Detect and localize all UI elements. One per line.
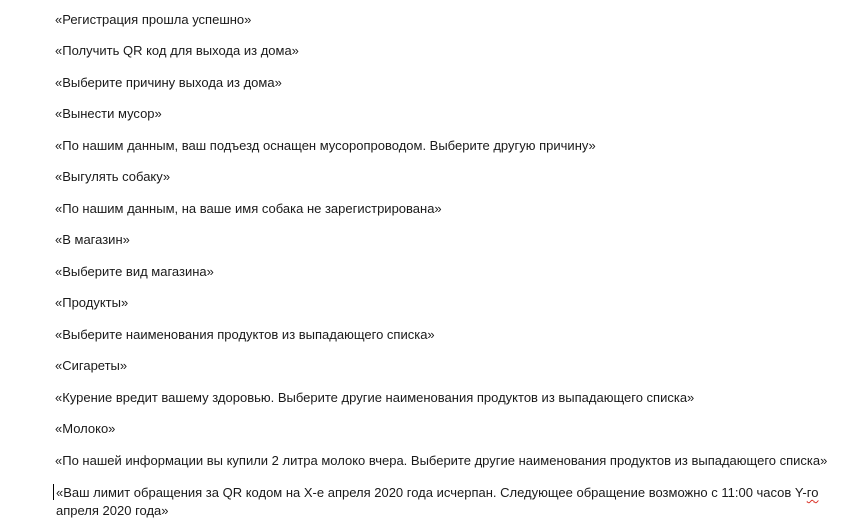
line-bought-milk: «По нашей информации вы купили 2 литра молоко вчера. Выберите другие наименования продуктов из выпадающего списка» <box>55 453 828 468</box>
line-choose-store-type: «Выберите вид магазина» <box>55 264 214 279</box>
line-smoking-harmful: «Курение вредит вашему здоровью. Выберите другие наименования продуктов из выпадающего списка» <box>55 390 695 405</box>
spellcheck-flagged-word: го <box>806 485 819 500</box>
line-cigarettes: «Сигареты» <box>55 358 128 373</box>
limit-text-start: «Ваш лимит обращения за QR кодом на X-е апреля 2020 года исчерпан. Следующее обращение возможно с 11:00 часов Y- <box>56 485 807 500</box>
text-cursor <box>53 484 54 500</box>
line-choose-reason: «Выберите причину выхода из дома» <box>55 75 282 90</box>
line-registration-success: «Регистрация прошла успешно» <box>55 12 252 27</box>
line-take-out-trash: «Вынести мусор» <box>55 106 162 121</box>
line-dog-not-registered: «По нашим данным, на ваше имя собака не зарегистрирована» <box>55 201 442 216</box>
line-limit-exhausted <box>56 484 826 520</box>
line-get-qr-code: «Получить QR код для выхода из дома» <box>55 43 299 58</box>
limit-text-end: апреля 2020 года» <box>56 503 169 518</box>
line-to-store: «В магазин» <box>55 232 130 247</box>
line-choose-products: «Выберите наименования продуктов из выпадающего списка» <box>55 327 435 342</box>
line-milk: «Молоко» <box>55 421 116 436</box>
line-walk-dog: «Выгулять собаку» <box>55 169 171 184</box>
line-garbage-chute: «По нашим данным, ваш подъезд оснащен мусоропроводом. Выберите другую причину» <box>55 138 596 153</box>
line-groceries: «Продукты» <box>55 295 129 310</box>
